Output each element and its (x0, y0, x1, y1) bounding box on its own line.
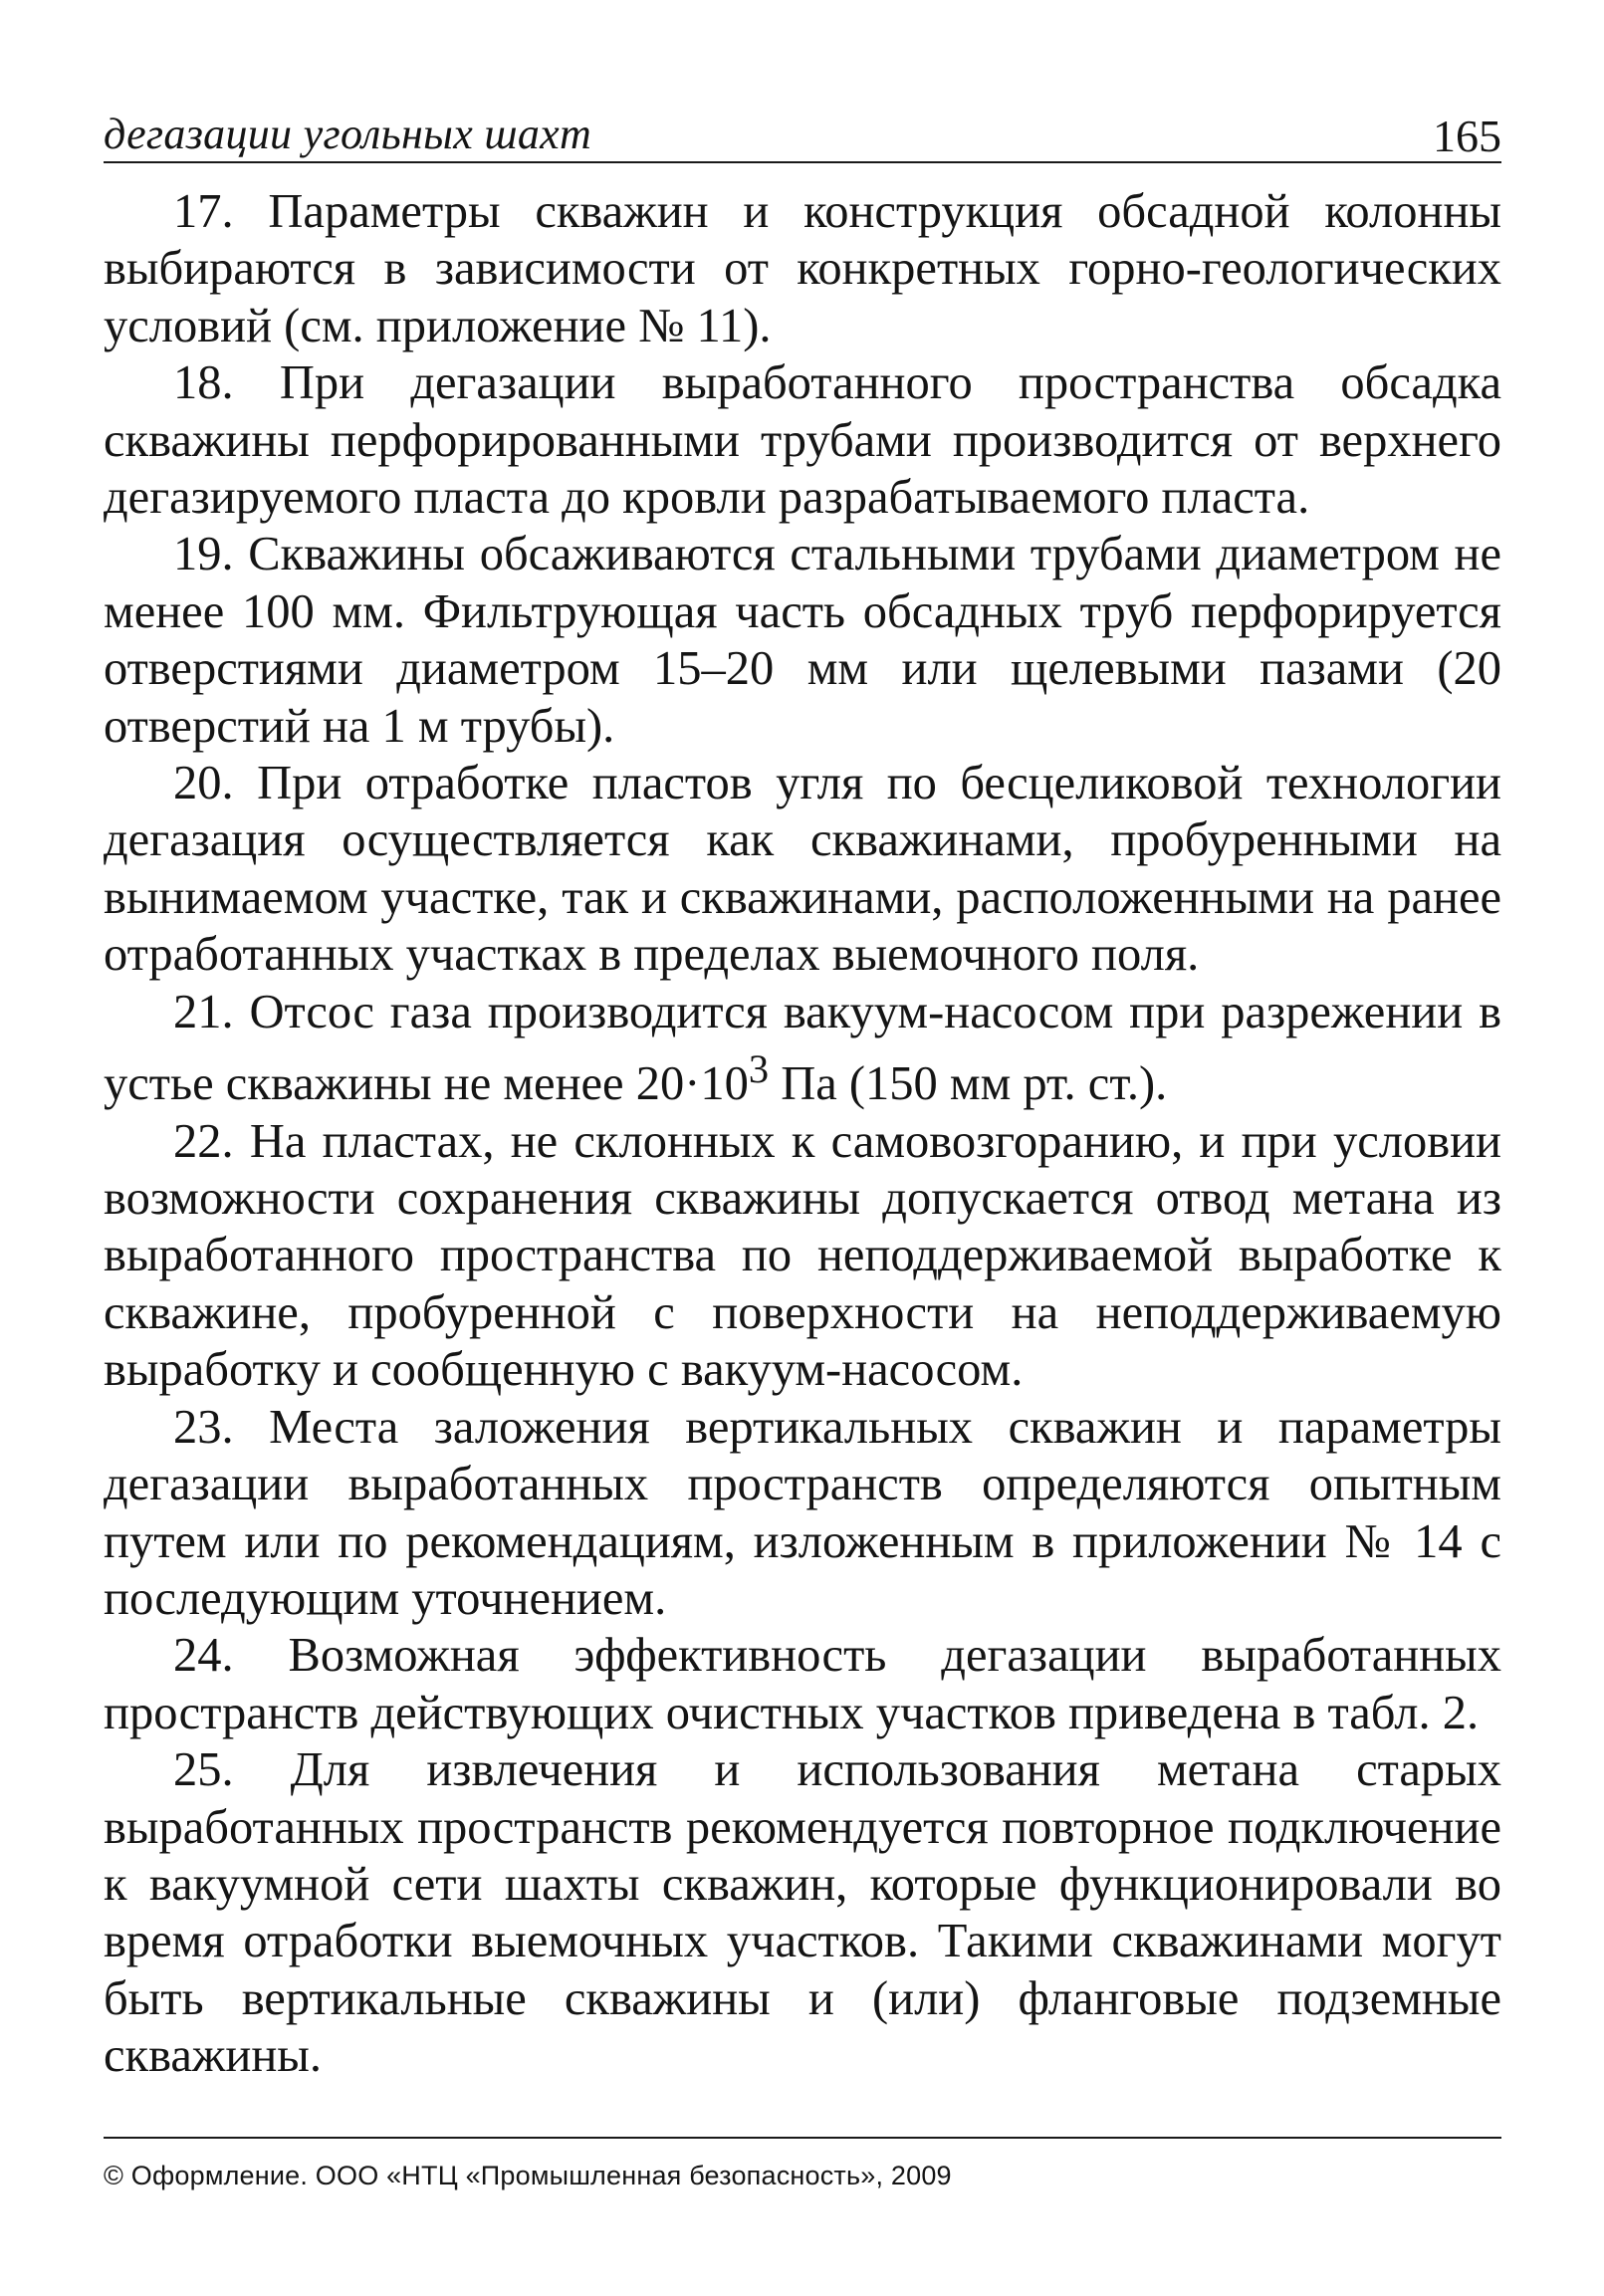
paragraph-21-exponent: 3 (748, 1046, 770, 1092)
running-header (104, 108, 1501, 165)
footer-rule (104, 2137, 1501, 2139)
running-title: дегазации угольных шахт (104, 110, 592, 158)
paragraph-23: 23. Места заложения вертикальных скважин и параметры дегазации выработанных пространств определяются опытным путем или по рекомендациям, изложенным в приложении № 14 с последующим уточнением. (104, 1400, 1501, 1625)
paragraph-21-text-end: Па (150 мм рт. ст.). (769, 1057, 1168, 1111)
paragraph-18: 18. При дегазации выработанного пространства обсадка скважины перфорированными трубами производится от верхнего дегазируемого пласта до кровли разрабатываемого пласта. (104, 356, 1501, 525)
copyright-notice: © Оформление. ООО «НТЦ «Промышленная безопасность», 2009 (104, 2161, 952, 2190)
paragraph-21 (104, 984, 1501, 1113)
body-text (104, 183, 1501, 2085)
header-rule (104, 161, 1501, 163)
paragraph-25: 25. Для извлечения и использования метана старых выработанных пространств рекомендуется повторное подключение к вакуумной сети шахты скважин, которые функционировали во время отработки выемочных участков. Такими скважинами могут быть вертикальные скважины и (или) фланговые подземные скважины. (104, 1743, 1501, 2083)
paragraph-19: 19. Скважины обсаживаются стальными трубами диаметром не менее 100 мм. Фильтрующая часть обсадных труб перфорируется отверстиями диаметром 15–20 мм или щелевыми пазами (20 отверстий на 1 м трубы). (104, 528, 1501, 753)
paragraph-17: 17. Параметры скважин и конструкция обсадной колонны выбираются в зависимости от конкретных горно-геологических условий (см. приложение № 11). (104, 185, 1501, 352)
paragraph-20: 20. При отработке пластов угля по бесцеликовой технологии дегазация осуществляется как скважинами, пробуренными на вынимаемом участке, так и скважинами, расположенными на ранее отработанных участках в пределах выемочного поля. (104, 757, 1501, 982)
page-number: 165 (1433, 111, 1501, 161)
paragraph-24: 24. Возможная эффективность дегазации выработанных пространств действующих очистных участков приведена в табл. 2. (104, 1629, 1501, 1739)
paragraph-21-text: 21. Отсос газа производится вакуум-насосом при разрежении в устье скважины не менее 20·10 (104, 985, 1501, 1111)
paragraph-22: 22. На пластах, не склонных к самовозгоранию, и при условии возможности сохранения скважины допускается отвод метана из выработанного пространства по неподдерживаемой выработке к скважине, пробуренной с поверхности на неподдерживаемую выработку и сообщенную с вакуум-насосом. (104, 1114, 1501, 1397)
